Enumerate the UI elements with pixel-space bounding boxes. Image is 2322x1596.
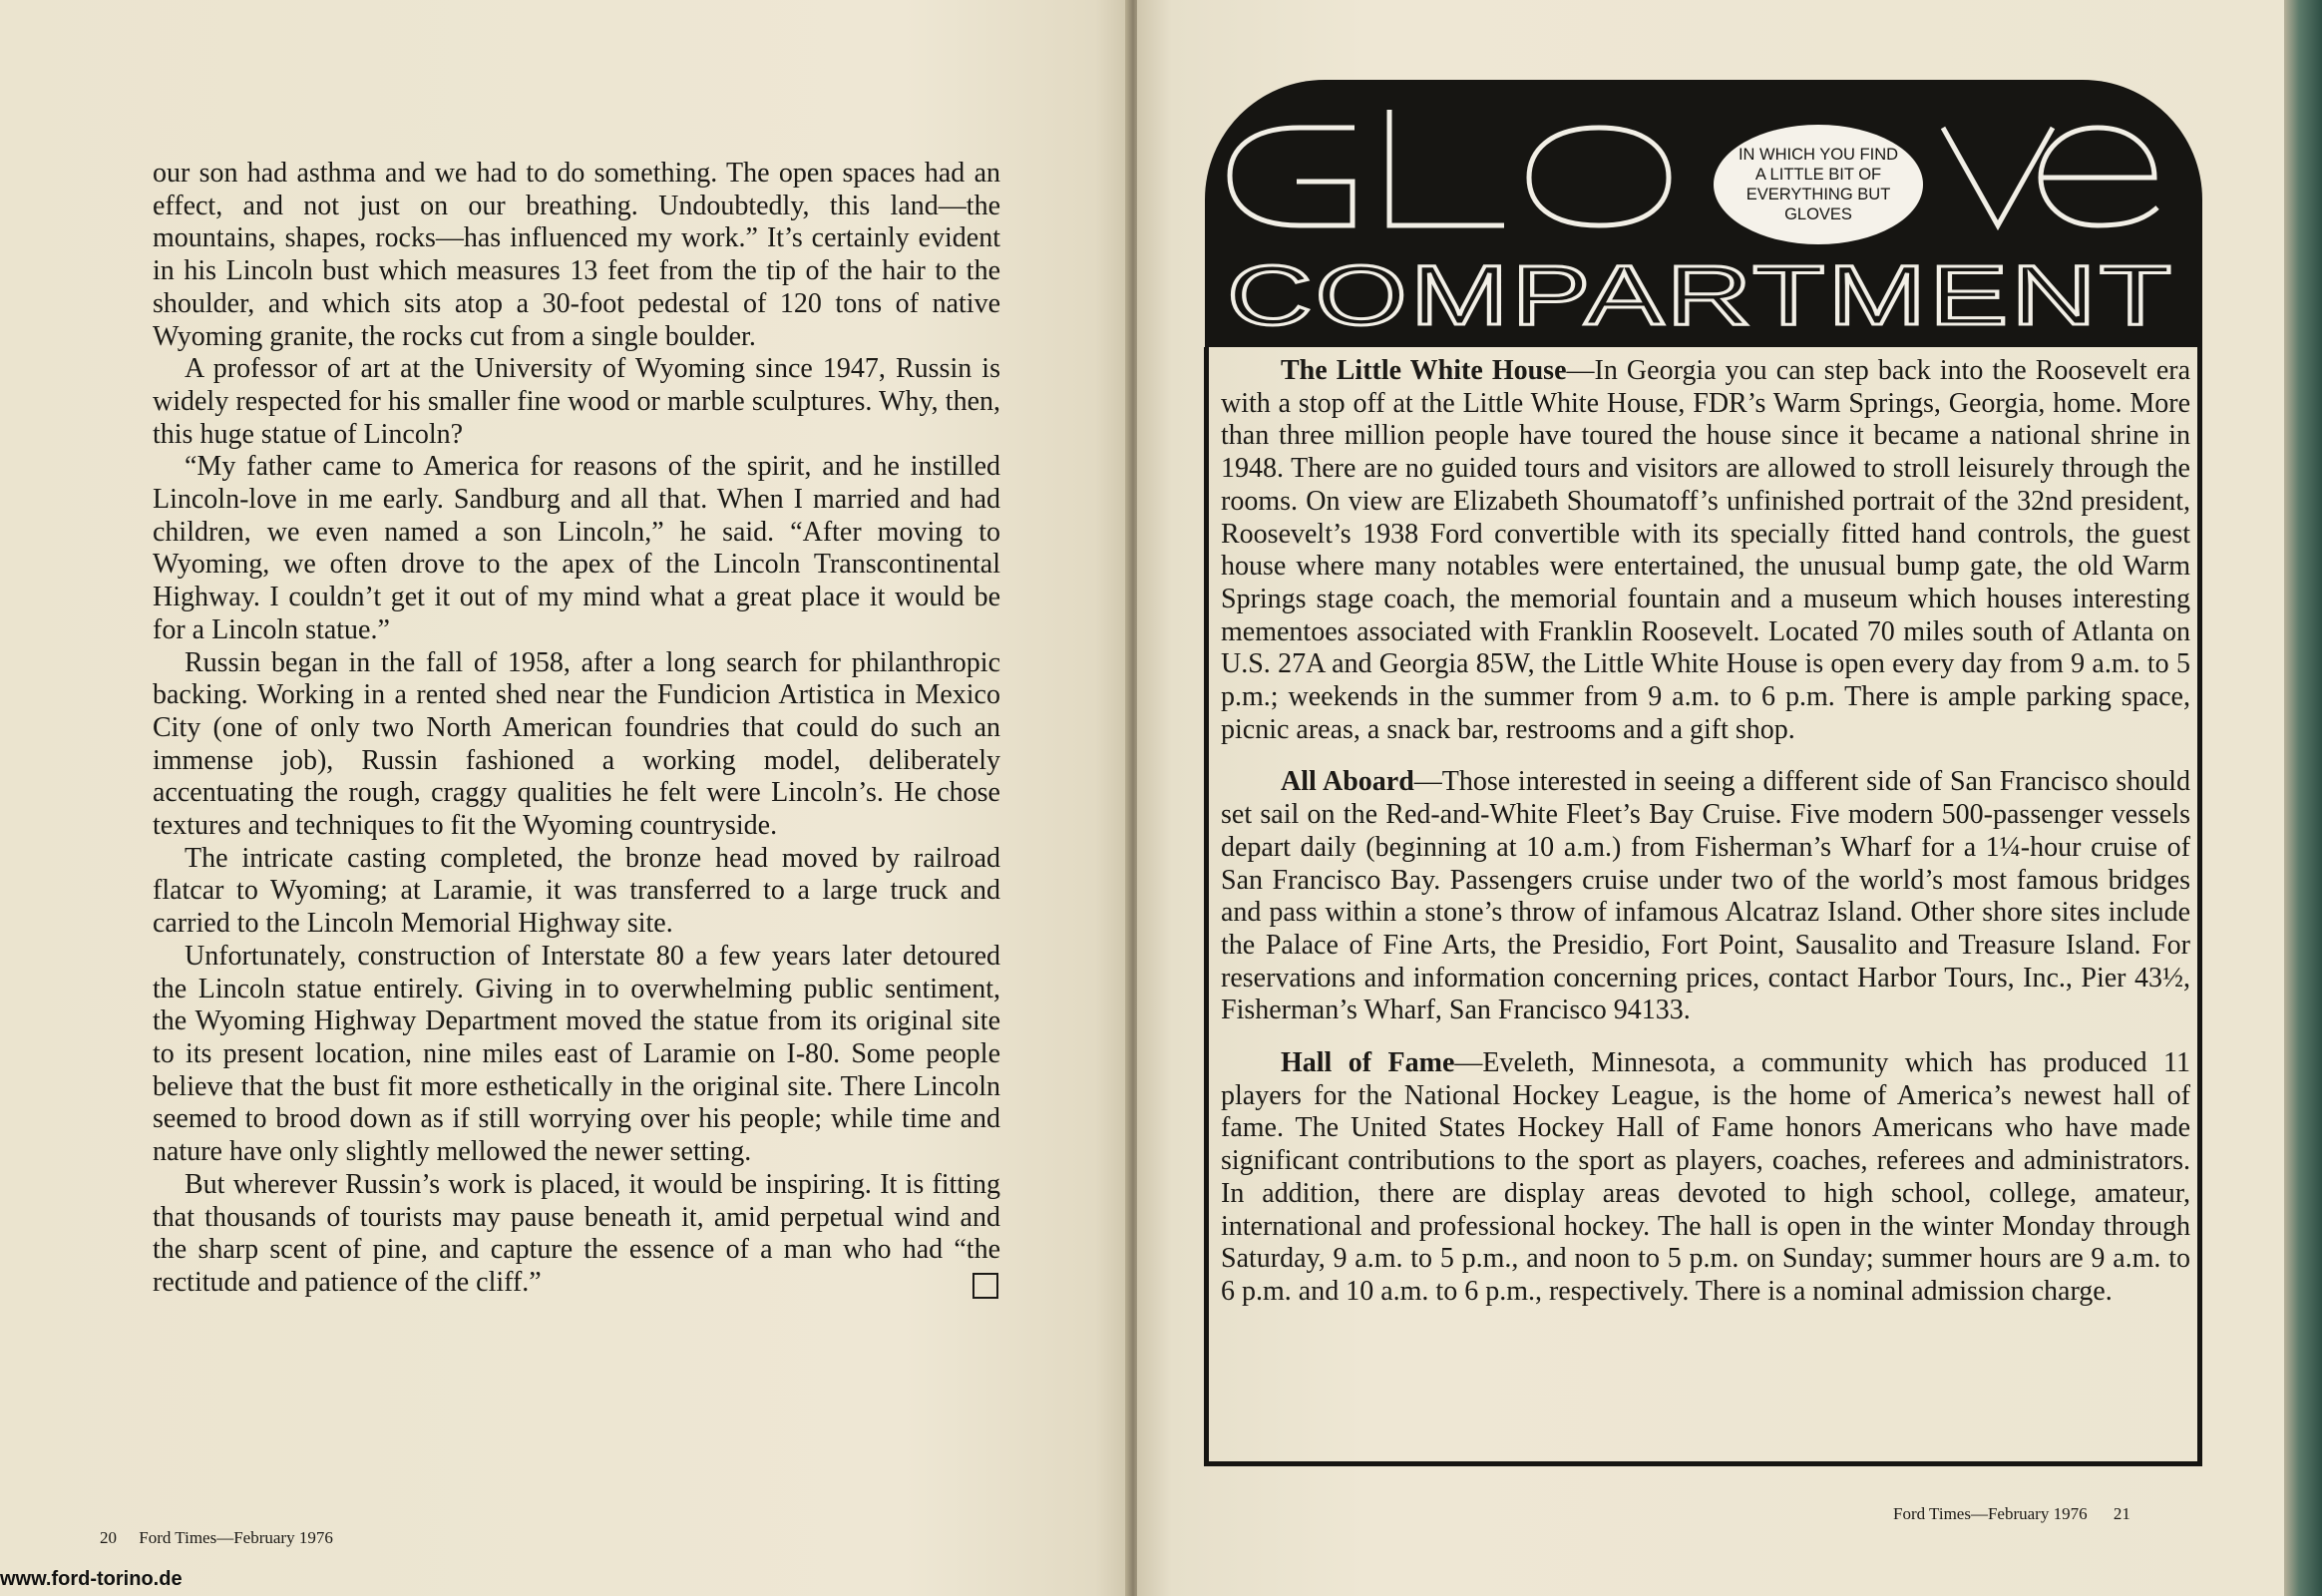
paragraph: “My father came to America for reasons of the spirit, and he instilled Lincoln-love in me early. Sandburg and all that. When I married and had children, we even named a son Lincoln,” he said. “After moving to Wyoming, we often drove to the apex of the Lincoln Transcontinental Highway. I couldn’t get it out of my mind what a great place it would be for a Lincoln statue.” (153, 451, 1000, 645)
article-body: —Those interested in seeing a different side of San Francisco should set sail on the Red-and-White Fleet’s Bay Cruise. Five modern 500-passenger vessels depart daily (beginning at 10 a.m.) from Fisherman’s Wharf for a 1¼-hour cruise of San Francisco Bay. Passengers cruise under two of the world’s most famous bridges and pass within a stone’s throw of infamous Alcatraz Island. Other shore sites include the Palace of Fine Arts, the Presidio, Fort Point, Sausalito and Treasure Island. For reservations and information concerning prices, contact Harbor Tours, Inc., Pier 43½, Fisherman’s Wharf, San Francisco 94133. (1221, 766, 2190, 1026)
end-mark-icon (972, 1273, 998, 1299)
article-continuation (153, 158, 1000, 1300)
article-list (1221, 355, 2190, 1329)
article-body: —Eveleth, Minnesota, a community which has produced 11 players for the National Hockey League, is the home of America’s newest hall of fame. The United States Hockey Hall of Fame honors Americans who have made significant contributions to the sport as players, coaches, referees and administrators. In addition, there are display areas devoted to high school, college, amateur, international and professional hockey. The hall is open in the winter Monday through Saturday, 9 a.m. to 5 p.m., and noon to 5 p.m. on Sunday; summer hours are 9 a.m. to 6 p.m. and 10 a.m. to 6 p.m., respectively. There is a nominal admission charge. (1221, 1047, 2190, 1307)
article-item (1221, 766, 2190, 1027)
page-footer (1893, 1504, 2130, 1524)
article-body: —In Georgia you can step back into the Roosevelt era with a stop off at the Little White House, FDR’s Warm Springs, Georgia, home. More than three million people have toured the house since it became a national shrine in 1948. There are no guided tours and visitors are allowed to stroll leisurely through the rooms. On view are Elizabeth Shoumatoff’s unfinished portrait of the 32nd president, Roosevelt’s 1938 Ford convertible with its specially fitted hand controls, the guest house where many notables were entertained, the unusual bump gate, the old Warm Springs stage coach, the memorial fountain and a museum which houses interesting mementoes associated with Franklin Roosevelt. Located 70 miles south of Atlanta on U.S. 27A and Georgia 85W, the Little White House is open every day from 9 a.m. to 5 p.m.; weekends in the summer from 9 a.m. to 6 p.m. There is ample parking space, picnic areas, a snack bar, restrooms and a gift shop. (1221, 355, 2190, 745)
right-page (1137, 0, 2284, 1596)
book-edge (2284, 0, 2322, 1596)
paragraph-last (153, 1169, 1000, 1300)
page-number: 20 (100, 1528, 117, 1547)
footer-text: Ford Times—February 1976 (139, 1528, 333, 1547)
article-item (1221, 1047, 2190, 1309)
page-number: 21 (2113, 1504, 2130, 1523)
paragraph: Russin began in the fall of 1958, after a long search for philanthropic backing. Working in a rented shed near the Fundicion Artistica in Mexico City (one of only two North American foundries that could do such an immense job), Russin fashioned a working model, deliberately accentuating the rough, craggy qualities he felt were Lincoln’s. He chose textures and techniques to fit the Wyoming countryside. (153, 646, 1000, 842)
article-title: The Little White House (1281, 355, 1567, 386)
article-item (1221, 355, 2190, 746)
header-logo-lettering (1205, 80, 2202, 347)
page-footer (100, 1528, 333, 1548)
paragraph: our son had asthma and we had to do something. The open spaces had an effect, and not just on our breathing. Undoubtedly, this land—the mountains, shapes, rocks—has influenced my work.” It’s certainly evident in his Lincoln bust which measures 13 feet from the tip of the hair to the shoulder, and which sits atop a 30-foot pedestal of 120 tons of native Wyoming granite, the rocks cut from a single boulder. (153, 158, 1000, 352)
left-page (0, 0, 1129, 1596)
tagline-text: IN WHICH YOU FIND A LITTLE BIT OF EVERYTHING BUT GLOVES (1738, 146, 1899, 223)
glove-compartment-header (1205, 80, 2202, 347)
watermark: www.ford-torino.de (0, 1568, 183, 1590)
paragraph: Unfortunately, construction of Interstate 80 a few years later detoured the Lincoln statue entirely. Giving in to overwhelming public sentiment, the Wyoming Highway Department moved the statue from its original site to its present location, nine miles east of Laramie on I-80. Some people believe that the bust fit more esthetically in the original site. There Lincoln seemed to brood down as if still worrying over his people; while time and nature have only slightly mellowed the newer setting. (153, 940, 1000, 1168)
paragraph: The intricate casting completed, the bronze head moved by railroad flatcar to Wyoming; at Laramie, it was transferred to a large truck and carried to the Lincoln Memorial Highway site. (153, 842, 1000, 940)
article-title: All Aboard (1281, 766, 1414, 798)
article-title: Hall of Fame (1281, 1047, 1455, 1079)
svg-text:COMPARTMENT: COMPARTMENT (1227, 248, 2174, 342)
paragraph-text: But wherever Russin’s work is placed, it would be inspiring. It is fitting that thousands of tourists may pause beneath it, amid perpetual wind and the sharp scent of pine, and capture the essence of a man who had “the rectitude and patience of the cliff.” (153, 1168, 1000, 1298)
tagline-bubble (1714, 125, 1923, 244)
paragraph: A professor of art at the University of Wyoming since 1947, Russin is widely respected for his smaller fine wood or marble sculptures. Why, then, this huge statue of Lincoln? (153, 353, 1000, 450)
footer-text: Ford Times—February 1976 (1893, 1504, 2088, 1523)
